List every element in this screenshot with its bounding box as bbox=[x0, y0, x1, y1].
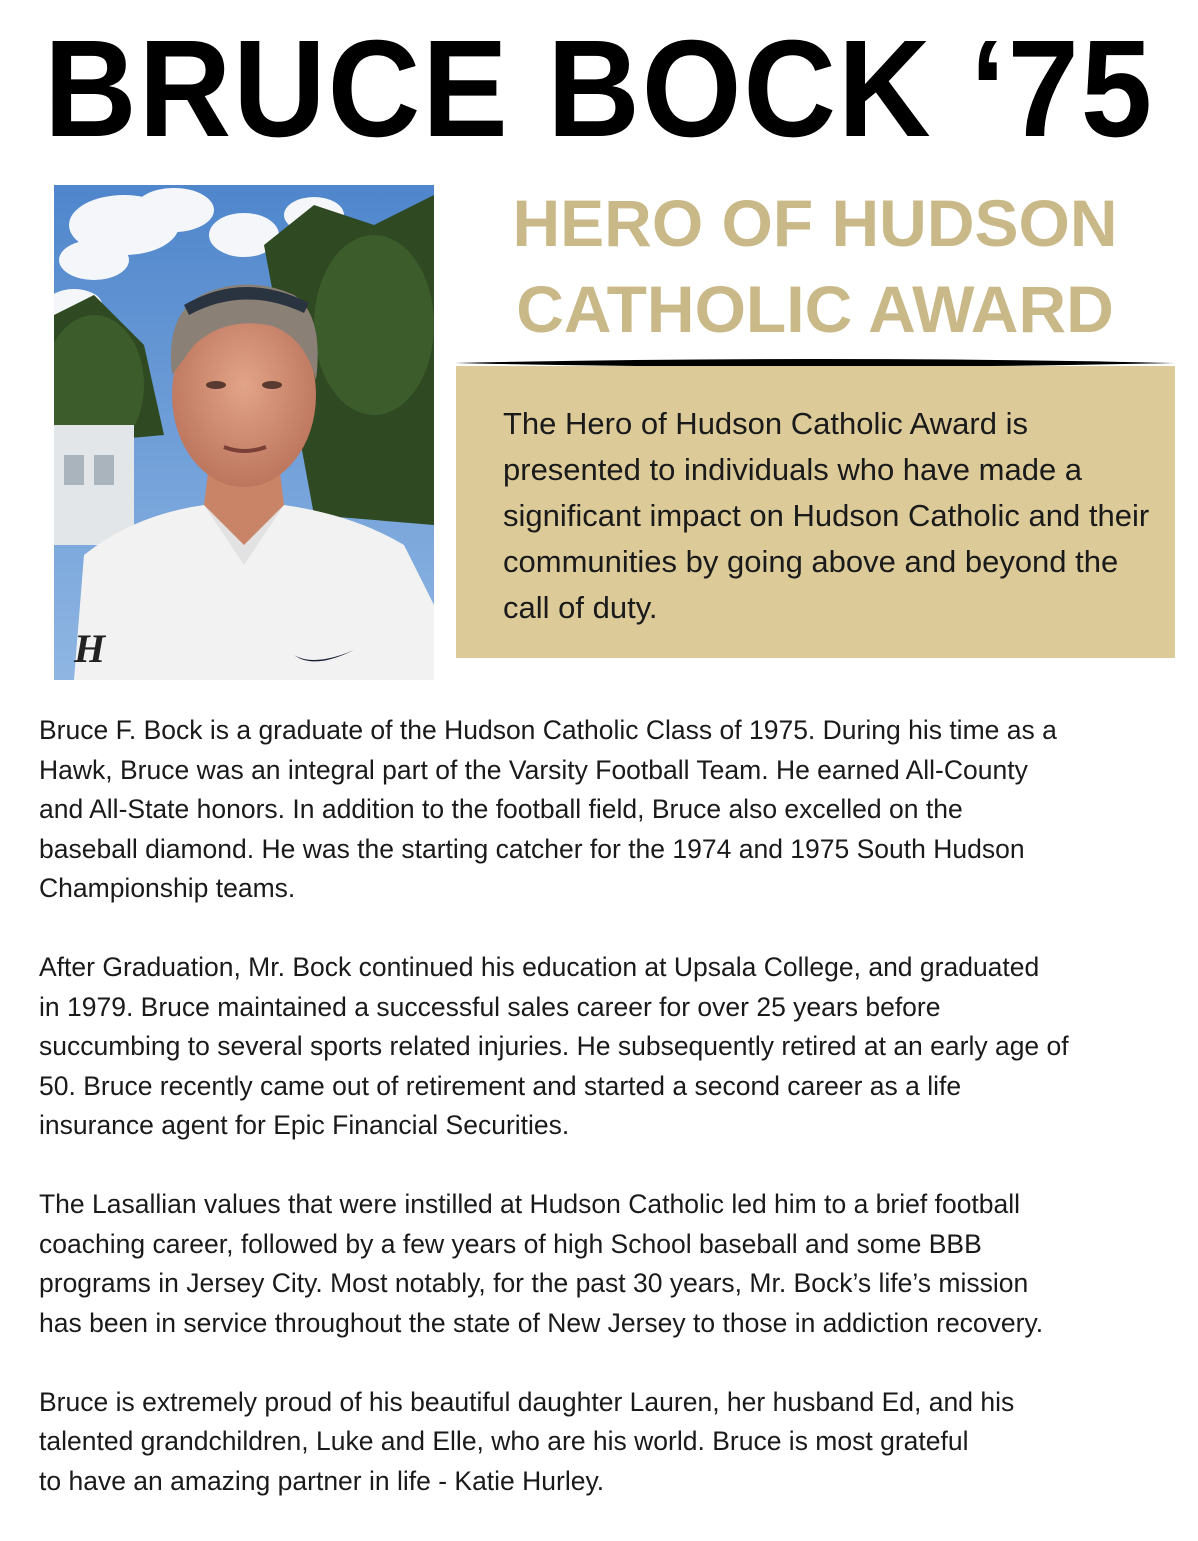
school-logo: H bbox=[74, 626, 106, 671]
award-title bbox=[470, 180, 1160, 352]
bio-paragraph-2: After Graduation, Mr. Bock continued his education at Upsala College, and graduated in 1979. Bruce maintained a successful sales career for over 25 years before succumbing to several sports related injuries. He subsequently retired at an early age of 50. Bruce recently came out of retirement and started a second career as a life insurance agent for Epic Financial Securities. bbox=[39, 952, 1069, 1140]
biography bbox=[39, 711, 1164, 1541]
bio-paragraph-4: Bruce is extremely proud of his beautiful daughter Lauren, her husband Ed, and his talented grandchildren, Luke and Elle, who are his world. Bruce is most grateful to have an amazing partner in life - Katie Hurley. bbox=[39, 1386, 1015, 1496]
page-title: BRUCE BOCK ‘75 bbox=[44, 12, 1154, 166]
portrait-photo bbox=[54, 185, 434, 680]
award-description: The Hero of Hudson Catholic Award is presented to individuals who have made a significant impact on Hudson Catholic and their communities by going above and beyond the call of duty. bbox=[503, 406, 1150, 625]
award-description-box bbox=[456, 366, 1175, 658]
bio-paragraph-1: Bruce F. Bock is a graduate of the Hudson Catholic Class of 1975. During his time as a Hawk, Bruce was an integral part of the Varsity Football Team. He earned All-County and All-State honors. In addition to the football field, Bruce also excelled on the baseball diamond. He was the starting catcher for the 1974 and 1975 South Hudson Championship teams. bbox=[39, 715, 1057, 903]
award-title-line-1: HERO OF HUDSON bbox=[512, 186, 1118, 260]
bio-paragraph-3: The Lasallian values that were instilled at Hudson Catholic led him to a brief football coaching career, followed by a few years of high School baseball and some BBB programs in Jersey City. Most notably, for the past 30 years, Mr. Bock’s life’s mission has been in service throughout the state of New Jersey to those in addiction recovery. bbox=[39, 1189, 1044, 1338]
award-title-line-2: CATHOLIC AWARD bbox=[516, 272, 1114, 346]
